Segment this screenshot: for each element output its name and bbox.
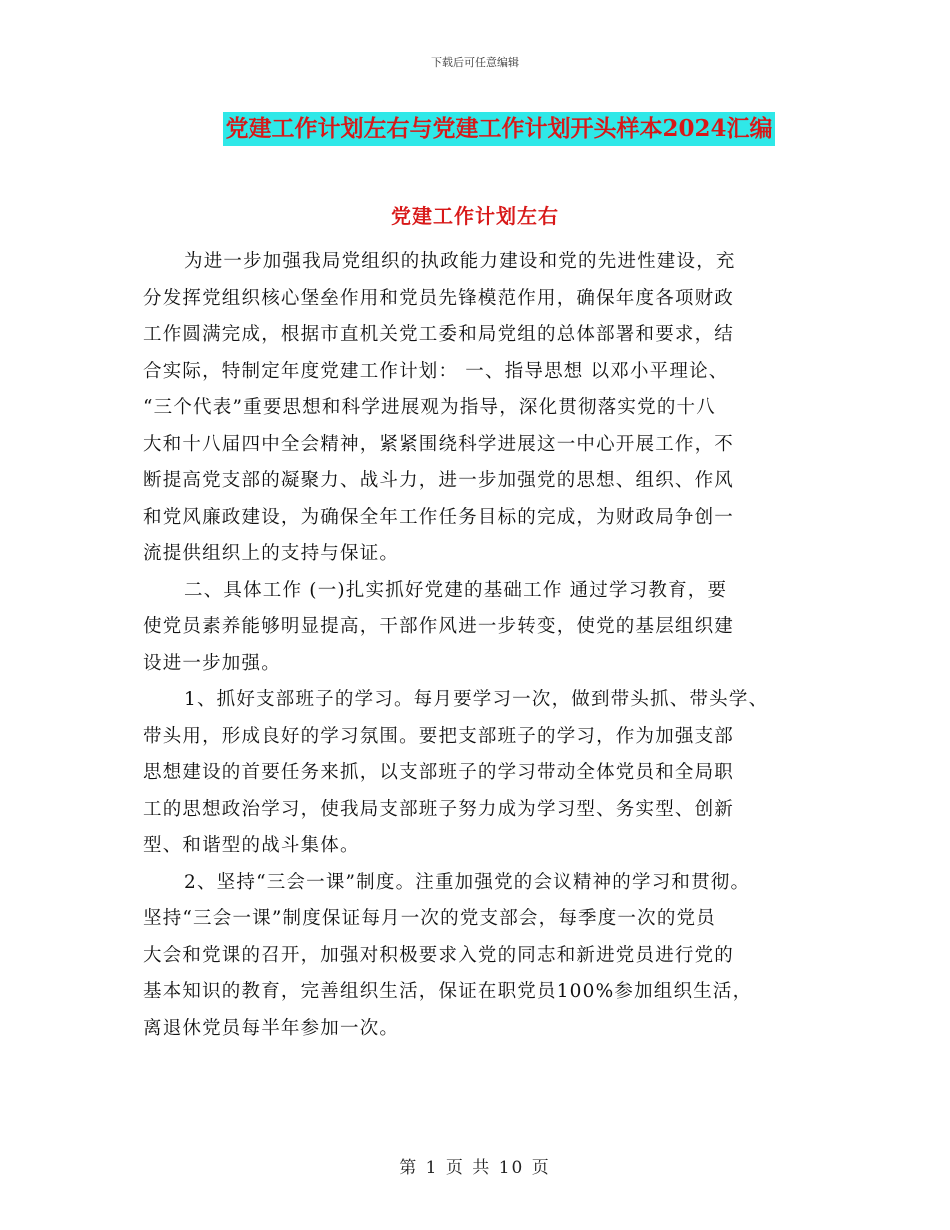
paragraph-line: 和党风廉政建设，为确保全年工作任务目标的完成，为财政局争创一 xyxy=(143,506,735,528)
paragraph-line: 型、和谐型的战斗集体。 xyxy=(143,835,360,856)
paragraph-line: 大和十八届四中全会精神，紧紧围绕科学进展这一中心开展工作，不 xyxy=(143,433,735,455)
paragraph-line: 带头用，形成良好的学习氛围。要把支部班子的学习，作为加强支部 xyxy=(143,725,735,747)
document-title-container xyxy=(0,112,950,146)
paragraph-line: 流提供组织上的支持与保证。 xyxy=(143,543,400,564)
paragraph-line: 坚持“三会一课”制度保证每月一次的党支部会，每季度一次的党员 xyxy=(143,908,716,929)
document-title: 党建工作计划左右与党建工作计划开头样本2024汇编 xyxy=(223,112,774,146)
paragraph-line: 离退休党员每半年参加一次。 xyxy=(143,1017,400,1039)
paragraph-line: 大会和党课的召开，加强对积极要求入党的同志和新进党员进行党的 xyxy=(143,944,735,966)
paragraph-line: 2、坚持“三会一课”制度。注重加强党的会议精神的学习和贯彻。 xyxy=(184,871,751,893)
paragraph-line: 工作圆满完成，根据市直机关党工委和局党组的总体部署和要求，结 xyxy=(143,324,735,345)
section-title: 党建工作计划左右 xyxy=(391,204,559,228)
page-number-footer: 第 1 页 共 10 页 xyxy=(399,1158,551,1178)
paragraph-line: 1、抓好支部班子的学习。每月要学习一次，做到带头抓、带头学、 xyxy=(184,689,769,710)
paragraph-line: 思想建设的首要任务来抓，以支部班子的学习带动全体党员和全局职 xyxy=(143,762,735,783)
paragraph-line: 基本知识的教育，完善组织生活，保证在职党员100%参加组织生活， xyxy=(143,981,753,1002)
paragraph-line: 分发挥党组织核心堡垒作用和党员先锋模范作用，确保年度各项财政 xyxy=(143,287,735,309)
paragraph-line: 二、具体工作 (一)扎实抓好党建的基础工作 通过学习教育，要 xyxy=(184,579,728,601)
paragraph-line: 为进一步加强我局党组织的执政能力建设和党的先进性建设，充 xyxy=(184,251,736,272)
paragraph-line: 工的思想政治学习，使我局支部班子努力成为学习型、务实型、创新 xyxy=(143,798,735,820)
paragraph-line: 使党员素养能够明显提高，干部作风进一步转变，使党的基层组织建 xyxy=(143,616,735,637)
page-header-note: 下载后可任意编辑 xyxy=(431,56,519,69)
paragraph-line: 合实际，特制定年度党建工作计划： 一、指导思想 以邓小平理论、 xyxy=(143,360,729,382)
paragraph-line: 断提高党支部的凝聚力、战斗力，进一步加强党的思想、组织、作风 xyxy=(143,470,735,491)
paragraph-line: “三个代表”重要思想和科学进展观为指导，深化贯彻落实党的十八 xyxy=(143,397,716,418)
paragraph-line: 设进一步加强。 xyxy=(143,652,281,674)
document-body xyxy=(143,244,833,1047)
